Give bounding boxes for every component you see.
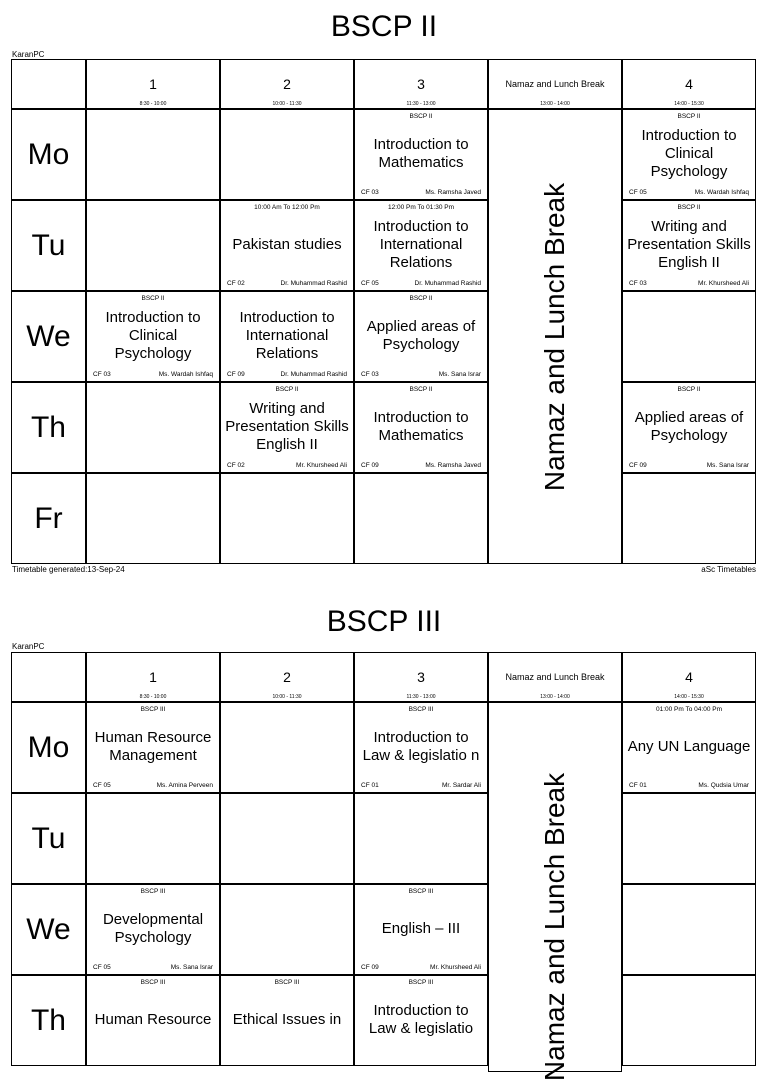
- lesson-cell: [86, 884, 220, 975]
- lesson-subject: Introduction to Clinical Psychology: [105, 308, 201, 362]
- lesson-top-label: 01:00 Pm To 04:00 Pm: [655, 706, 722, 713]
- lesson-teacher: Ms. Ramsha Javed: [425, 189, 481, 196]
- break-column: [488, 109, 622, 564]
- lesson-cell: [622, 702, 756, 793]
- lesson-subject: [91, 213, 215, 276]
- lesson-cell: [622, 109, 756, 200]
- lesson-teacher: Ms. Ramsha Javed: [425, 462, 481, 469]
- period-time: 10:00 - 11:30: [272, 101, 302, 107]
- lesson-cell: [354, 975, 488, 1066]
- lesson-cell: [354, 382, 488, 473]
- lesson-cell: [220, 200, 354, 291]
- period-time: 11:30 - 13:00: [406, 694, 436, 700]
- day-label-tu: Tu: [11, 200, 86, 291]
- period-time: 11:30 - 13:00: [406, 101, 436, 107]
- period-time: 8:30 - 10:00: [139, 694, 167, 700]
- lesson-subject: Developmental Psychology: [102, 910, 204, 946]
- lesson-teacher: Ms. Sana Israr: [706, 462, 749, 469]
- lesson-cell: [354, 200, 488, 291]
- period-number: 2: [283, 669, 291, 685]
- lesson-room: CF 09: [361, 462, 379, 469]
- lesson-subject: Pakistan studies: [232, 235, 342, 253]
- lesson-cell: [220, 884, 354, 975]
- lesson-cell: [220, 291, 354, 382]
- lesson-room: CF 05: [93, 782, 111, 789]
- lesson-top-label: BSCP III: [140, 888, 166, 895]
- lesson-subject: Writing and Presentation Skills English II: [627, 217, 751, 271]
- lesson-room: CF 02: [227, 280, 245, 287]
- period-number: 2: [283, 76, 291, 92]
- lesson-cell: [354, 793, 488, 884]
- lesson-cell: [622, 473, 756, 564]
- lesson-subject: [627, 806, 751, 869]
- lesson-cell: [86, 291, 220, 382]
- lesson-cell: [354, 291, 488, 382]
- break-label: Namaz and Lunch Break: [539, 772, 570, 1081]
- lesson-room: CF 03: [629, 280, 647, 287]
- break-header-label: Namaz and Lunch Break: [505, 79, 605, 89]
- lesson-top-label: BSCP III: [408, 979, 434, 986]
- break-header-time: 13:00 - 14:00: [540, 101, 570, 107]
- lesson-cell: [220, 382, 354, 473]
- lesson-room: CF 02: [227, 462, 245, 469]
- lesson-room: CF 03: [93, 371, 111, 378]
- lesson-subject: Introduction to International Relations: [373, 217, 469, 271]
- timetable-title: BSCP III: [326, 605, 442, 638]
- lesson-teacher: Ms. Qudsia Umar: [698, 782, 749, 789]
- lesson-subject: [627, 304, 751, 367]
- day-label-tu: Tu: [11, 793, 86, 884]
- lesson-subject: [91, 486, 215, 549]
- period-time: 10:00 - 11:30: [272, 694, 302, 700]
- timetable-bscp-iii: [0, 595, 768, 1081]
- lesson-room: CF 09: [629, 462, 647, 469]
- lesson-top-label: BSCP II: [677, 386, 701, 393]
- lesson-subject: Introduction to Clinical Psychology: [641, 126, 737, 180]
- lesson-room: CF 05: [93, 964, 111, 971]
- lesson-cell: [622, 975, 756, 1066]
- lesson-top-label: 12:00 Pm To 01:30 Pm: [387, 204, 454, 211]
- lesson-cell: [354, 884, 488, 975]
- lesson-teacher: Ms. Amina Perveen: [156, 782, 213, 789]
- period-header: [86, 652, 220, 702]
- lesson-teacher: Dr. Muhammad Rashid: [414, 280, 481, 287]
- period-number: 3: [417, 76, 425, 92]
- period-header: [220, 59, 354, 109]
- lesson-top-label: BSCP II: [409, 295, 433, 302]
- lesson-teacher: Ms. Sana Israr: [438, 371, 481, 378]
- lesson-subject: Introduction to Law & legislatio n: [362, 728, 480, 764]
- lesson-top-label: BSCP II: [275, 386, 299, 393]
- computer-name: KaranPC: [12, 50, 45, 59]
- period-header: [354, 652, 488, 702]
- lesson-cell: [622, 291, 756, 382]
- day-label-mo: Mo: [11, 109, 86, 200]
- lesson-subject: [225, 715, 349, 778]
- lesson-room: CF 05: [361, 280, 379, 287]
- lesson-cell: [354, 473, 488, 564]
- lesson-top-label: BSCP III: [408, 888, 434, 895]
- lesson-cell: [622, 382, 756, 473]
- lesson-cell: [354, 109, 488, 200]
- lesson-subject: [91, 122, 215, 185]
- lesson-subject: Ethical Issues in: [232, 1010, 342, 1028]
- lesson-top-label: BSCP III: [140, 979, 166, 986]
- lesson-subject: [91, 806, 215, 869]
- lesson-room: CF 05: [629, 189, 647, 196]
- period-time: 14:00 - 15:30: [674, 101, 704, 107]
- lesson-cell: [622, 793, 756, 884]
- lesson-cell: [220, 473, 354, 564]
- lesson-subject: [627, 897, 751, 960]
- lesson-subject: Applied areas of Psychology: [366, 317, 476, 353]
- brand-label: aSc Timetables: [701, 565, 756, 574]
- lesson-subject: Human Resource: [94, 1010, 212, 1028]
- generated-date: Timetable generated:13-Sep-24: [12, 565, 125, 574]
- break-header-label: Namaz and Lunch Break: [505, 672, 605, 682]
- lesson-top-label: BSCP III: [140, 706, 166, 713]
- lesson-subject: English – III: [381, 919, 461, 937]
- lesson-teacher: Ms. Wardah Ishfaq: [694, 189, 749, 196]
- lesson-subject: [627, 988, 751, 1051]
- break-header: [488, 652, 622, 702]
- lesson-subject: [91, 395, 215, 458]
- lesson-top-label: BSCP III: [274, 979, 300, 986]
- period-number: 1: [149, 669, 157, 685]
- lesson-cell: [86, 702, 220, 793]
- period-number: 3: [417, 669, 425, 685]
- lesson-cell: [86, 109, 220, 200]
- lesson-subject: Writing and Presentation Skills English II: [225, 399, 349, 453]
- day-label-we: We: [11, 884, 86, 975]
- lesson-cell: [86, 200, 220, 291]
- lesson-teacher: Mr. Khursheed Ali: [296, 462, 347, 469]
- period-header: [220, 652, 354, 702]
- lesson-top-label: BSCP III: [408, 706, 434, 713]
- corner-cell: [11, 59, 86, 109]
- lesson-top-label: BSCP II: [677, 204, 701, 211]
- lesson-cell: [622, 200, 756, 291]
- lesson-subject: [627, 486, 751, 549]
- day-label-th: Th: [11, 975, 86, 1066]
- lesson-room: CF 01: [361, 782, 379, 789]
- period-number: 1: [149, 76, 157, 92]
- timetable-grid: [12, 653, 757, 1081]
- lesson-top-label: BSCP II: [677, 113, 701, 120]
- lesson-subject: [225, 897, 349, 960]
- lesson-teacher: Mr. Khursheed Ali: [698, 280, 749, 287]
- lesson-room: CF 03: [361, 371, 379, 378]
- break-label: Namaz and Lunch Break: [539, 182, 570, 491]
- lesson-top-label: BSCP II: [409, 113, 433, 120]
- period-header: [622, 59, 756, 109]
- day-label-fr: Fr: [11, 473, 86, 564]
- lesson-top-label: BSCP II: [141, 295, 165, 302]
- lesson-room: CF 03: [361, 189, 379, 196]
- lesson-cell: [86, 975, 220, 1066]
- day-label-mo: Mo: [11, 702, 86, 793]
- period-header: [354, 59, 488, 109]
- lesson-cell: [220, 109, 354, 200]
- lesson-subject: Introduction to Mathematics: [373, 135, 469, 171]
- lesson-cell: [86, 793, 220, 884]
- period-header: [622, 652, 756, 702]
- lesson-cell: [220, 793, 354, 884]
- lesson-cell: [220, 702, 354, 793]
- lesson-cell: [220, 975, 354, 1066]
- lesson-subject: Introduction to Law & legislatio: [368, 1001, 474, 1037]
- lesson-subject: Human Resource Management: [94, 728, 212, 764]
- period-time: 14:00 - 15:30: [674, 694, 704, 700]
- period-number: 4: [685, 669, 693, 685]
- lesson-teacher: Ms. Sana Israr: [170, 964, 213, 971]
- lesson-cell: [86, 382, 220, 473]
- lesson-teacher: Ms. Wardah Ishfaq: [158, 371, 213, 378]
- lesson-subject: [225, 122, 349, 185]
- lesson-top-label: 10:00 Am To 12:00 Pm: [254, 204, 320, 211]
- lesson-subject: [359, 486, 483, 549]
- break-header: [488, 59, 622, 109]
- period-time: 8:30 - 10:00: [139, 101, 167, 107]
- computer-name: KaranPC: [12, 642, 45, 651]
- lesson-cell: [622, 884, 756, 975]
- lesson-teacher: Mr. Khursheed Ali: [430, 964, 481, 971]
- lesson-cell: [354, 702, 488, 793]
- break-column: [488, 702, 622, 1081]
- lesson-room: CF 01: [629, 782, 647, 789]
- period-header: [86, 59, 220, 109]
- lesson-cell: [86, 473, 220, 564]
- lesson-subject: [225, 806, 349, 869]
- lesson-top-label: BSCP II: [409, 386, 433, 393]
- day-label-we: We: [11, 291, 86, 382]
- lesson-subject: [225, 486, 349, 549]
- period-number: 4: [685, 76, 693, 92]
- lesson-subject: Applied areas of Psychology: [634, 408, 744, 444]
- lesson-teacher: Mr. Sardar Ali: [441, 782, 481, 789]
- corner-cell: [11, 652, 86, 702]
- lesson-teacher: Dr. Muhammad Rashid: [280, 371, 347, 378]
- timetable-title: BSCP II: [330, 10, 438, 43]
- day-label-th: Th: [11, 382, 86, 473]
- lesson-subject: Introduction to International Relations: [239, 308, 335, 362]
- lesson-subject: Introduction to Mathematics: [373, 408, 469, 444]
- lesson-subject: [359, 806, 483, 869]
- lesson-room: CF 09: [361, 964, 379, 971]
- break-header-time: 13:00 - 14:00: [540, 694, 570, 700]
- timetable-grid: [12, 60, 757, 565]
- lesson-subject: Any UN Language: [627, 737, 751, 755]
- lesson-room: CF 09: [227, 371, 245, 378]
- lesson-teacher: Dr. Muhammad Rashid: [280, 280, 347, 287]
